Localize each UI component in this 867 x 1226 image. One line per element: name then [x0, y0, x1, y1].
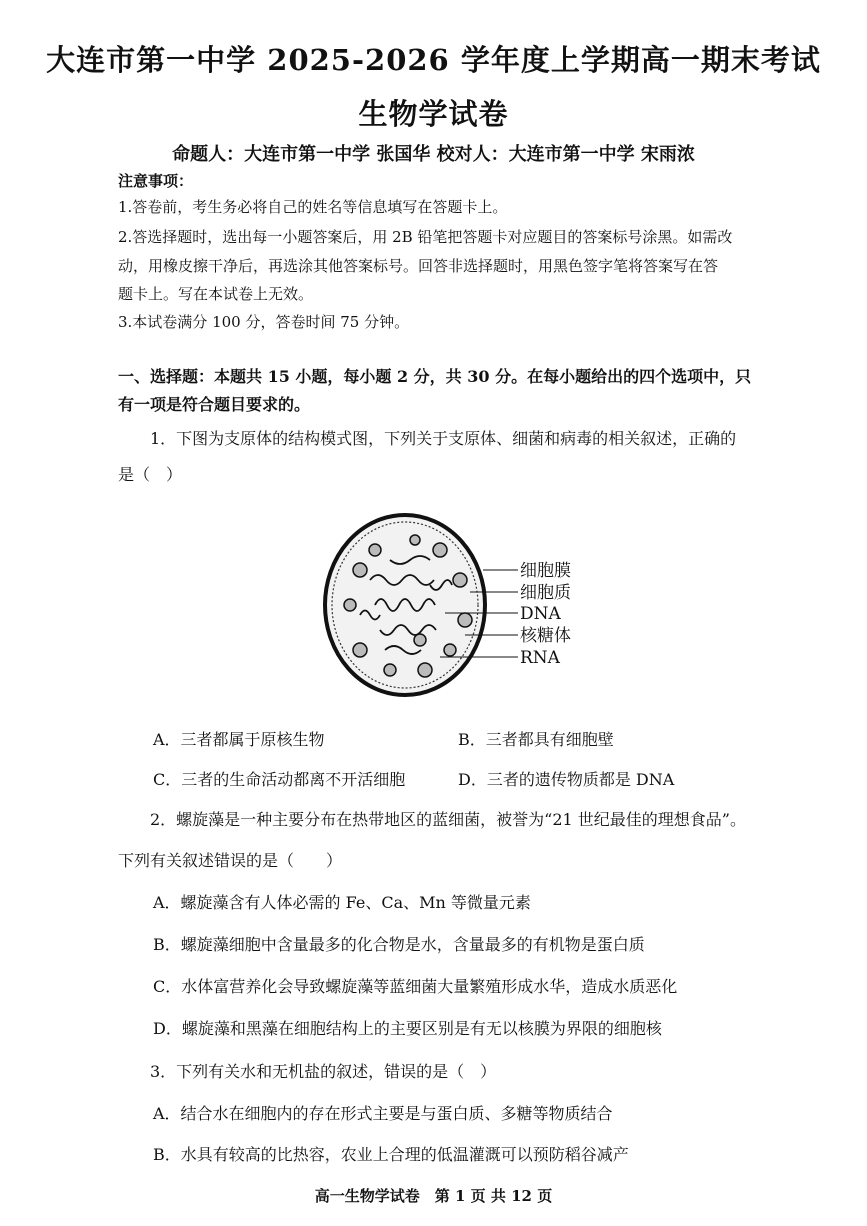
- notice-line: 题卡上。写在本试卷上无效。: [118, 285, 314, 303]
- exam-title: 大连市第一中学 2025-2026 学年度上学期高一期末考试: [46, 43, 821, 77]
- q2-option-c: C．水体富营养化会导致螺旋藻等蓝细菌大量繁殖形成水华，造成水质恶化: [153, 977, 678, 996]
- authors-line: 命题人：大连市第一中学 张国华 校对人：大连市第一中学 宋雨浓: [172, 144, 695, 165]
- notice-line: 3.本试卷满分 100 分，答卷时间 75 分钟。: [118, 313, 410, 331]
- question-2-stem: 2．螺旋藻是一种主要分布在热带地区的蓝细菌，被誉为“21 世纪最佳的理想食品”。: [150, 810, 746, 829]
- label-ribosome: 核糖体: [520, 626, 571, 646]
- q1-option-c: C．三者的生命活动都离不开活细胞: [153, 770, 406, 789]
- label-cytoplasm: 细胞质: [520, 583, 571, 603]
- label-dna: DNA: [520, 604, 561, 624]
- notice-line: 动，用橡皮擦干净后，再选涂其他答案标号。回答非选择题时，用黑色签字笔将答案写在答: [118, 257, 719, 275]
- notice-line: 2.答选择题时，选出每一小题答案后，用 2B 铅笔把答题卡对应题目的答案标号涂黑。如需改: [118, 228, 733, 246]
- q2-option-a: A．螺旋藻含有人体必需的 Fe、Ca、Mn 等微量元素: [153, 893, 531, 912]
- q2-option-b: B．螺旋藻细胞中含量最多的化合物是水，含量最多的有机物是蛋白质: [153, 935, 645, 954]
- page-footer: 高一生物学试卷 第 1 页 共 12 页: [314, 1187, 553, 1205]
- mycoplasma-diagram: [320, 510, 580, 700]
- q2-option-d: D．螺旋藻和黑藻在细胞结构上的主要区别是有无以核膜为界限的细胞核: [153, 1019, 662, 1038]
- question-1-stem: 1．下图为支原体的结构模式图，下列关于支原体、细菌和病毒的相关叙述，正确的: [150, 429, 737, 448]
- q1-option-a: A．三者都属于原核生物: [153, 730, 325, 749]
- exam-subject: 生物学试卷: [358, 97, 509, 131]
- label-rna: RNA: [520, 648, 560, 668]
- q1-option-d: D．三者的遗传物质都是 DNA: [458, 770, 675, 789]
- question-1-stem-cont: 是（ ）: [118, 465, 183, 484]
- question-3-stem: 3．下列有关水和无机盐的叙述，错误的是（ ）: [150, 1062, 497, 1081]
- section-heading-cont: 有一项是符合题目要求的。: [118, 395, 311, 414]
- q1-option-b: B．三者都具有细胞壁: [458, 730, 614, 749]
- q3-option-b: B．水具有较高的比热容，农业上合理的低温灌溉可以预防稻谷减产: [153, 1145, 629, 1164]
- question-2-stem-cont: 下列有关叙述错误的是（ ）: [118, 851, 343, 870]
- section-heading: 一、选择题：本题共 15 小题，每小题 2 分，共 30 分。在每小题给出的四个选项中，只: [118, 367, 752, 386]
- notice-heading: 注意事项：: [118, 172, 194, 190]
- label-cell-membrane: 细胞膜: [520, 561, 571, 581]
- notice-line: 1.答卷前，考生务必将自己的姓名等信息填写在答题卡上。: [118, 198, 508, 216]
- q3-option-a: A．结合水在细胞内的存在形式主要是与蛋白质、多糖等物质结合: [153, 1104, 613, 1123]
